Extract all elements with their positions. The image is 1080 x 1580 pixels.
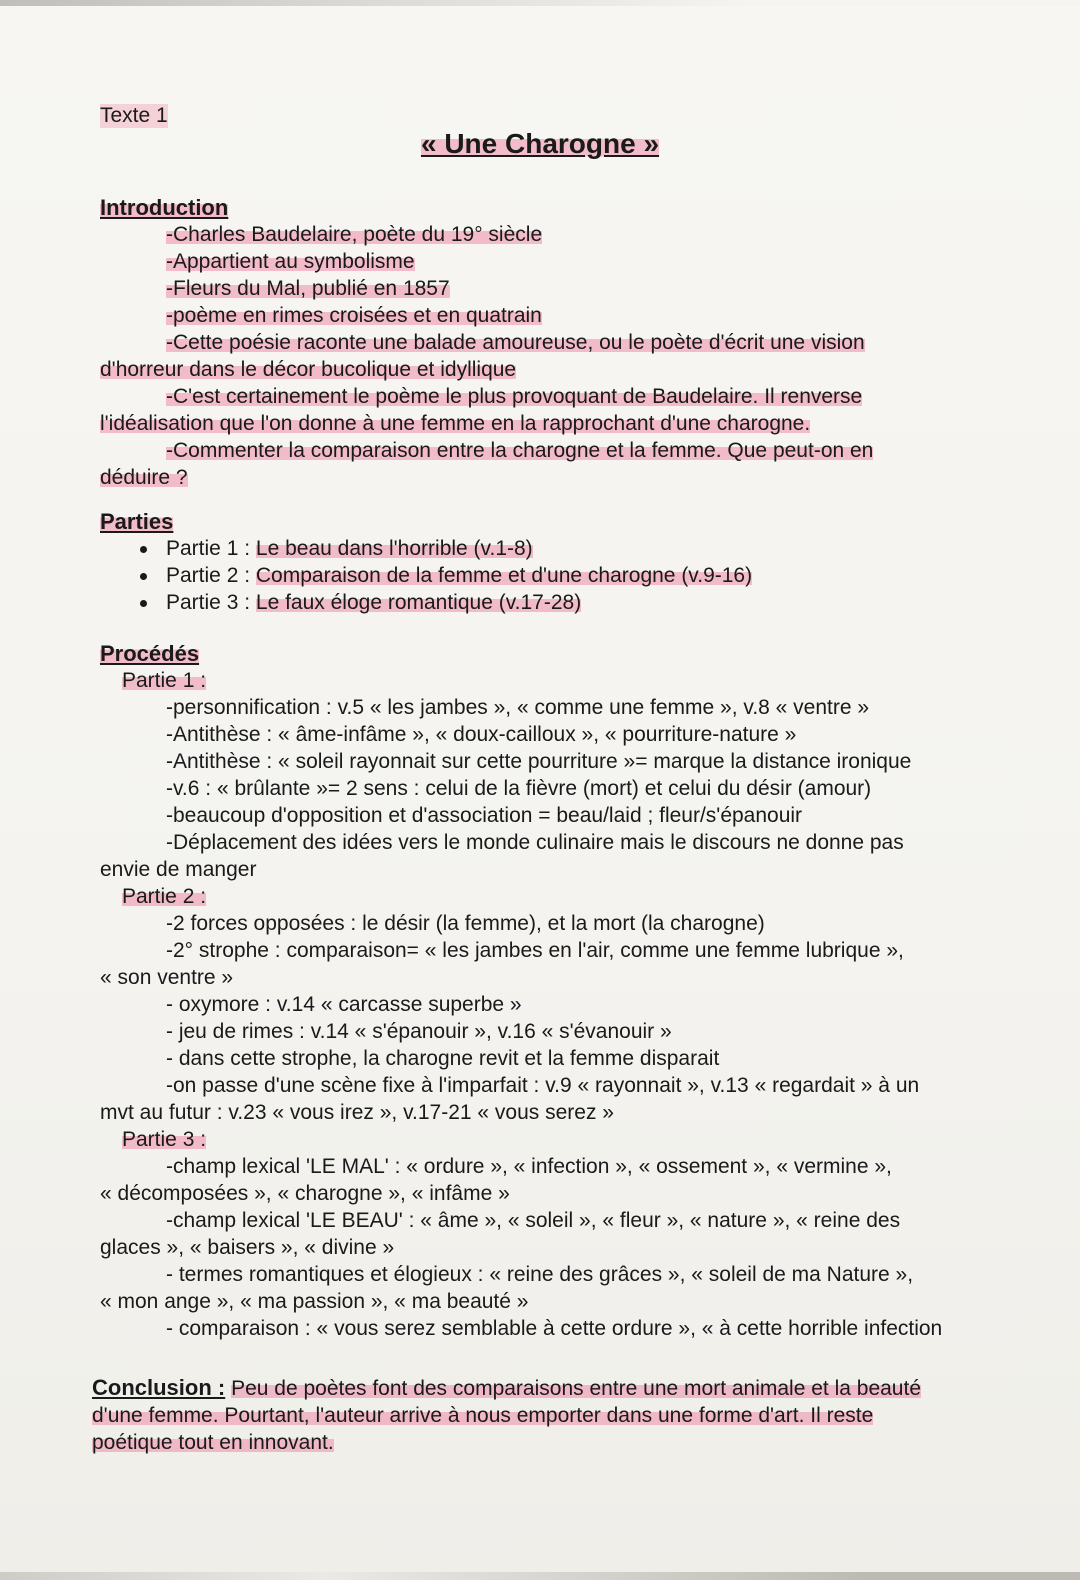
intro-line-text: -poème en rimes croisées et en quatrain bbox=[166, 304, 542, 327]
partie2-label-text: Partie 2 : bbox=[122, 885, 207, 908]
intro-line-text: déduire ? bbox=[100, 466, 188, 489]
procede-line: -champ lexical 'LE BEAU' : « âme », « soleil », « fleur », « nature », « reine des bbox=[166, 1209, 901, 1232]
procede-line: - comparaison : « vous serez semblable à cette ordure », « à cette horrible infection bbox=[166, 1317, 943, 1340]
intro-line-text: -Commenter la comparaison entre la charogne et la femme. Que peut-on en bbox=[166, 439, 874, 462]
list-item bbox=[140, 562, 980, 589]
intro-line bbox=[100, 464, 980, 491]
procede-line: envie de manger bbox=[100, 858, 257, 881]
intro-line bbox=[100, 275, 980, 302]
intro-line-text: -Appartient au symbolisme bbox=[166, 250, 415, 273]
introduction-heading bbox=[100, 194, 980, 221]
parties-list bbox=[100, 535, 980, 616]
intro-line-text: -C'est certainement le poème le plus provoquant de Baudelaire. Il renverse bbox=[166, 385, 863, 408]
procede-line: glaces », « baisers », « divine » bbox=[100, 1236, 395, 1259]
conclusion-line bbox=[92, 1429, 992, 1456]
parties-section bbox=[100, 508, 980, 616]
conclusion-section bbox=[92, 1374, 992, 1456]
conclusion-text: d'une femme. Pourtant, l'auteur arrive à nous emporter dans une forme d'art. Il reste bbox=[92, 1404, 874, 1427]
intro-line-text: -Charles Baudelaire, poète du 19° siècle bbox=[166, 223, 543, 246]
partie-label: Partie 1 : bbox=[166, 537, 251, 560]
procede-line: -personnification : v.5 « les jambes », « comme une femme », v.8 « ventre » bbox=[166, 696, 870, 719]
partie2-label bbox=[100, 883, 1000, 910]
intro-line bbox=[100, 248, 980, 275]
procede-line: -Antithèse : « âme-infâme », « doux-cailloux », « pourriture-nature » bbox=[166, 723, 797, 746]
procede-line: - termes romantiques et élogieux : « reine des grâces », « soleil de ma Nature », bbox=[166, 1263, 914, 1286]
procede-line: - dans cette strophe, la charogne revit et la femme disparait bbox=[166, 1047, 720, 1070]
intro-line bbox=[100, 302, 980, 329]
partie1-label bbox=[100, 667, 1000, 694]
partie-label: Partie 3 : bbox=[166, 591, 251, 614]
intro-line bbox=[100, 221, 980, 248]
procede-line: -Antithèse : « soleil rayonnait sur cette pourriture »= marque la distance ironique bbox=[166, 750, 912, 773]
procede-line: -2° strophe : comparaison= « les jambes en l'air, comme une femme lubrique », bbox=[166, 939, 904, 962]
procedes-section bbox=[100, 640, 1000, 1342]
list-item bbox=[140, 589, 980, 616]
page-title-text: « Une Charogne » bbox=[420, 128, 660, 159]
introduction-section bbox=[100, 194, 980, 491]
intro-line-text: l'idéalisation que l'on donne à une femme en la rapprochant d'une charogne. bbox=[100, 412, 811, 435]
partie1-label-text: Partie 1 : bbox=[122, 669, 207, 692]
partie-text: Le beau dans l'horrible (v.1-8) bbox=[255, 537, 533, 560]
intro-line bbox=[100, 383, 980, 410]
partie-text: Comparaison de la femme et d'une charogne (v.9-16) bbox=[255, 564, 753, 587]
list-item bbox=[140, 535, 980, 562]
intro-line-text: d'horreur dans le décor bucolique et idyllique bbox=[100, 358, 517, 381]
partie3-label-text: Partie 3 : bbox=[122, 1128, 207, 1151]
intro-line bbox=[100, 329, 980, 356]
procedes-heading bbox=[100, 640, 1000, 667]
partie-label: Partie 2 : bbox=[166, 564, 251, 587]
text-number-label: Texte 1 bbox=[100, 104, 168, 127]
partie-text: Le faux éloge romantique (v.17-28) bbox=[255, 591, 582, 614]
procede-line: « décomposées », « charogne », « infâme » bbox=[100, 1182, 510, 1205]
page-title bbox=[0, 128, 1080, 160]
intro-line-text: -Cette poésie raconte une balade amoureuse, ou le poète d'écrit une vision bbox=[166, 331, 865, 354]
partie3-label bbox=[100, 1126, 1000, 1153]
procede-line: mvt au futur : v.23 « vous irez », v.17-21 « vous serez » bbox=[100, 1101, 614, 1124]
procede-line: « mon ange », « ma passion », « ma beauté » bbox=[100, 1290, 529, 1313]
procede-line: - oxymore : v.14 « carcasse superbe » bbox=[166, 993, 522, 1016]
introduction-heading-text: Introduction bbox=[100, 195, 229, 220]
intro-line-text: -Fleurs du Mal, publié en 1857 bbox=[166, 277, 450, 300]
conclusion-line bbox=[92, 1402, 992, 1429]
procede-line: -champ lexical 'LE MAL' : « ordure », « infection », « ossement », « vermine », bbox=[166, 1155, 892, 1178]
procede-line: « son ventre » bbox=[100, 966, 234, 989]
parties-heading-text: Parties bbox=[100, 509, 174, 534]
procedes-heading-text: Procédés bbox=[100, 641, 200, 666]
procede-line: - jeu de rimes : v.14 « s'épanouir », v.16 « s'évanouir » bbox=[166, 1020, 672, 1043]
intro-line bbox=[100, 437, 980, 464]
procede-line: -Déplacement des idées vers le monde culinaire mais le discours ne donne pas bbox=[166, 831, 904, 854]
procede-line: -beaucoup d'opposition et d'association = beau/laid ; fleur/s'épanouir bbox=[166, 804, 803, 827]
conclusion-heading: Conclusion : bbox=[92, 1375, 226, 1400]
procede-line: -on passe d'une scène fixe à l'imparfait : v.9 « rayonnait », v.13 « regardait » à un bbox=[166, 1074, 920, 1097]
procede-line: -v.6 : « brûlante »= 2 sens : celui de la fièvre (mort) et celui du désir (amour) bbox=[166, 777, 872, 800]
procede-line: -2 forces opposées : le désir (la femme), et la mort (la charogne) bbox=[166, 912, 765, 935]
parties-heading bbox=[100, 508, 980, 535]
conclusion-text: poétique tout en innovant. bbox=[92, 1431, 334, 1454]
conclusion-text: Peu de poètes font des comparaisons entre une mort animale et la beauté bbox=[231, 1377, 921, 1400]
conclusion-line bbox=[92, 1374, 992, 1402]
intro-line bbox=[100, 356, 980, 383]
intro-line bbox=[100, 410, 980, 437]
